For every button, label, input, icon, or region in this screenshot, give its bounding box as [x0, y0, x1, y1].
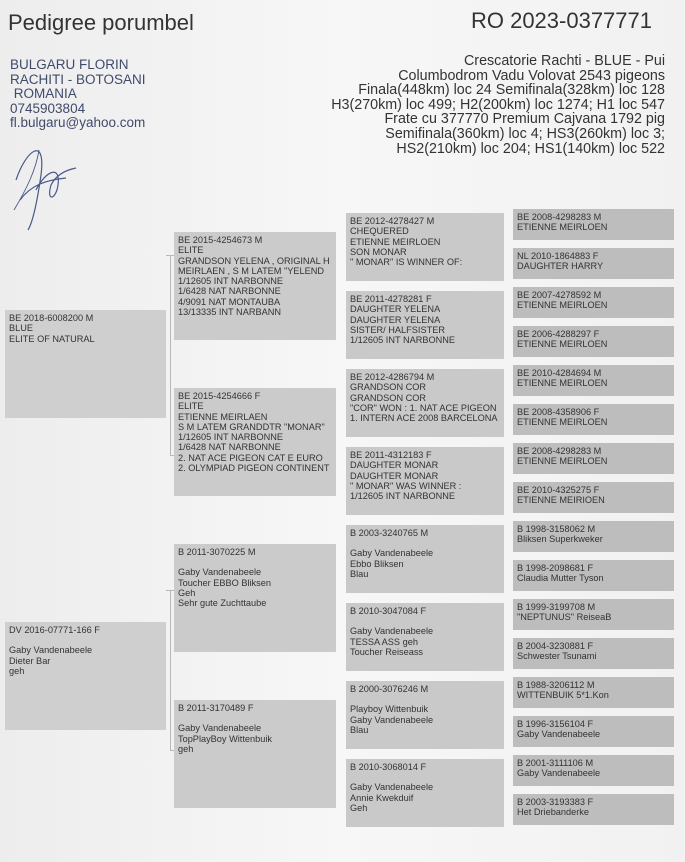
gen2-line: ELITE — [178, 401, 204, 412]
gen4-line: ETIENNE MEIRLOEN — [517, 378, 608, 389]
gen2-line: Geh — [178, 587, 196, 598]
sire-line: BE 2018-6008200 M — [9, 313, 94, 323]
gen2-line — [178, 713, 336, 723]
gen2-line: Sehr gute Zuchttaube — [178, 598, 267, 609]
gen3-line: DAUGHTER MONAR — [350, 460, 439, 471]
gen4-line: NL 2010-1864883 F — [517, 251, 599, 261]
owner-phone: 0745903804 — [10, 100, 86, 116]
gen4-line: ETIENNE MEIRLOEN — [517, 339, 608, 350]
gen3-line: Gaby Vandenabeele — [350, 714, 434, 725]
gen4-box[interactable] — [513, 677, 674, 708]
gen4-line: B 1998-3158062 M — [517, 524, 596, 534]
gen4-line: Het Driebanderke — [517, 807, 590, 818]
signature-image — [6, 130, 86, 240]
gen4-box[interactable] — [513, 755, 674, 786]
gen3-line: Geh — [350, 802, 368, 813]
gen3-line: 1/12605 INT NARBONNE — [350, 335, 456, 346]
dam-line: DV 2016-07771-166 F — [9, 625, 100, 635]
gen2-line: Gaby Vandenabeele — [178, 723, 262, 734]
gen4-line: BE 2006-4288297 F — [517, 329, 600, 339]
gen3-box[interactable] — [346, 291, 504, 359]
gen2-line: BE 2015-4254673 M — [178, 235, 263, 245]
gen2-line: geh — [178, 743, 194, 754]
gen3-line: " MONAR" WAS WINNER : — [350, 480, 462, 491]
gen2-line: Toucher EBBO Bliksen — [178, 577, 271, 588]
gen2-line: ETIENNE MEIRLAEN — [178, 411, 268, 422]
gen3-line — [350, 772, 504, 782]
gen4-line: B 1998-2098681 F — [517, 563, 594, 573]
gen4-box[interactable] — [513, 365, 674, 396]
gen3-box[interactable] — [346, 603, 504, 671]
gen3-line: Annie Kwekduif — [350, 792, 414, 803]
sire-line: ELITE OF NATURAL — [9, 333, 95, 344]
gen4-line: Bliksen Superkweker — [517, 534, 603, 545]
gen4-line: BE 2010-4284694 M — [517, 368, 602, 378]
gen3-line — [350, 694, 504, 704]
gen3-line: "COR" WON : 1. NAT ACE PIGEON — [350, 402, 497, 413]
dam-line: Gaby Vandenabeele — [9, 645, 93, 656]
gen4-line: BE 2008-4298283 M — [517, 446, 602, 456]
gen4-line: BE 2010-4325275 F — [517, 485, 600, 495]
gen3-line: Ebbo Bliksen — [350, 558, 404, 569]
gen3-box[interactable] — [346, 369, 504, 437]
gen4-line: ETIENNE MEIRLOEN — [517, 417, 608, 428]
gen4-line: ETIENNE MEIRIOEN — [517, 495, 605, 506]
gen3-line — [350, 538, 504, 548]
gen4-box[interactable] — [513, 443, 674, 474]
gen3-line: B 2010-3047084 F — [350, 606, 427, 616]
owner-location: RACHITI - BOTOSANI — [10, 71, 146, 87]
gen3-line: DAUGHTER YELENA — [350, 304, 441, 315]
gen3-line: DAUGHTER MONAR — [350, 470, 439, 481]
gen2-line: GRANDSON YELENA , ORIGINAL H — [178, 255, 330, 266]
dam-sire-box[interactable] — [174, 544, 336, 652]
gen4-box[interactable] — [513, 326, 674, 357]
gen3-line: B 2000-3076246 M — [350, 684, 429, 694]
dam-dam-box[interactable] — [174, 700, 336, 808]
info-line: Columbodrom Vadu Volovat 2543 pigeons — [398, 67, 665, 84]
info-line: HS2(210km) loc 204; HS1(140km) loc 522 — [396, 140, 665, 157]
gen4-box[interactable] — [513, 404, 674, 435]
gen3-line: BE 2011-4278281 F — [350, 294, 432, 304]
gen3-line: " MONAR" IS WINNER OF: — [350, 257, 463, 268]
gen4-line: Claudia Mutter Tyson — [517, 573, 604, 584]
gen4-box[interactable] — [513, 209, 674, 240]
gen2-line: 1/6428 NAT NARBONNE — [178, 286, 281, 297]
gen2-line: 1/6428 NAT NARBONNE — [178, 442, 281, 453]
gen4-box[interactable] — [513, 248, 674, 279]
gen4-line: B 1988-3206112 M — [517, 680, 595, 690]
gen4-line: "NEPTUNUS" ReiseaB — [517, 612, 612, 623]
gen4-line: Schwester Tsunami — [517, 651, 597, 662]
sire-box[interactable] — [5, 310, 166, 418]
dam-line: geh — [9, 665, 25, 676]
gen4-box[interactable] — [513, 638, 674, 669]
gen2-line: ELITE — [178, 245, 204, 256]
gen2-line: B 2011-3170489 F — [178, 703, 254, 713]
gen4-line: ETIENNE MEIRLOEN — [517, 300, 608, 311]
gen4-box[interactable] — [513, 482, 674, 513]
gen2-line: Gaby Vandenabeele — [178, 567, 262, 578]
gen4-box[interactable] — [513, 560, 674, 591]
gen3-line: BE 2012-4278427 M — [350, 216, 435, 226]
info-line: Semifinala(360km) loc 4; HS3(260km) loc 3; — [385, 125, 665, 142]
gen4-line: B 1996-3156104 F — [517, 719, 594, 729]
gen4-line: B 2004-3230881 F — [517, 641, 594, 651]
gen3-line: CHEQUERED — [350, 226, 409, 237]
gen3-line — [350, 616, 504, 626]
gen3-box[interactable] — [346, 213, 504, 281]
info-line: Crescatorie Rachti - BLUE - Pui — [463, 53, 665, 69]
gen4-line: Gaby Vandenabeele — [517, 729, 601, 740]
gen4-box[interactable] — [513, 599, 674, 630]
gen4-line: Gaby Vandenabeele — [517, 768, 601, 779]
gen4-line: BE 2007-4278592 M — [517, 290, 602, 300]
info-line: Finala(448km) loc 24 Semifinala(328km) loc 128 — [358, 82, 665, 99]
info-line: H3(270km) loc 499; H2(200km) loc 1274; H1 loc 547 — [331, 96, 665, 113]
page-title: Pedigree porumbel — [8, 10, 194, 35]
gen3-line: Playboy Wittenbuik — [350, 704, 429, 715]
gen3-line: BE 2011-4312183 F — [350, 450, 432, 460]
gen2-line: BE 2015-4254666 F — [178, 391, 261, 401]
gen3-line: B 2010-3068014 F — [350, 762, 427, 772]
sire-sire-box[interactable] — [174, 232, 336, 340]
owner-name: BULGARU FLORIN — [10, 57, 129, 72]
gen3-line: Gaby Vandenabeele — [350, 626, 434, 637]
gen3-line: ETIENNE MEIRLOEN — [350, 236, 441, 247]
sire-line: BLUE — [9, 323, 34, 334]
gen3-box[interactable] — [346, 681, 504, 749]
gen3-line: 1/12605 INT NARBONNE — [350, 491, 456, 502]
gen2-line: MEIRLAEN , S M LATEM "YELEND — [178, 265, 325, 276]
gen2-line: B 2011-3070225 M — [178, 547, 256, 557]
gen3-line: DAUGHTER YELENA — [350, 314, 441, 325]
gen4-line: BE 2008-4358906 F — [517, 407, 600, 417]
gen4-line: B 2003-3193383 F — [517, 797, 594, 807]
gen4-line: WITTENBUIK 5*1.Kon — [517, 690, 609, 701]
dam-box[interactable] — [5, 622, 166, 730]
gen2-line: 13/13335 INT NARBANN — [178, 307, 281, 318]
gen2-line: 1/12605 INT NARBONNE — [178, 276, 284, 287]
gen4-box[interactable] — [513, 716, 674, 747]
gen3-box[interactable] — [346, 447, 504, 515]
gen3-line: TESSA ASS geh — [350, 636, 418, 647]
gen4-line: DAUGHTER HARRY — [517, 261, 604, 272]
gen4-line: B 1999-3199708 M — [517, 602, 596, 612]
gen3-line: Toucher Reiseass — [350, 646, 424, 657]
gen2-line: 1/12605 INT NARBONNE — [178, 432, 284, 443]
dam-line: Dieter Bar — [9, 655, 51, 666]
gen4-line: B 2001-3111106 M — [517, 758, 594, 768]
gen4-box[interactable] — [513, 794, 674, 825]
gen2-line: S M LATEM GRANDDTR "MONAR" — [178, 421, 325, 432]
gen3-line: GRANDSON COR — [350, 382, 427, 393]
gen3-line: SISTER/ HALFSISTER — [350, 324, 445, 335]
owner-email: fl.bulgaru@yahoo.com — [10, 115, 146, 130]
gen2-line — [178, 557, 336, 567]
gen2-line: TopPlayBoy Wittenbuik — [178, 733, 272, 744]
pigeon-info-block — [331, 54, 665, 156]
gen4-box[interactable] — [513, 521, 674, 552]
gen3-line: BE 2012-4286794 M — [350, 372, 435, 382]
gen2-line: 4/9091 NAT MONTAUBA — [178, 296, 281, 307]
gen3-line: Blau — [350, 724, 369, 735]
gen4-box[interactable] — [513, 287, 674, 318]
gen3-line: 1. INTERN ACE 2008 BARCELONA — [350, 413, 498, 424]
info-line: Frate cu 377770 Premium Cajvana 1792 pig — [384, 111, 665, 128]
sire-dam-box[interactable] — [174, 388, 336, 496]
gen4-line: ETIENNE MEIRLOEN — [517, 456, 608, 467]
gen3-line: Blau — [350, 568, 369, 579]
ring-number: RO 2023-0377771 — [470, 8, 652, 33]
dam-line — [9, 635, 166, 645]
gen3-box[interactable] — [346, 759, 504, 827]
gen2-line: 2. OLYMPIAD PIGEON CONTINENT — [178, 463, 330, 474]
gen3-line: GRANDSON COR — [350, 392, 427, 403]
gen3-line: SON MONAR — [350, 246, 407, 257]
gen3-box[interactable] — [346, 525, 504, 593]
gen4-line: BE 2008-4298283 M — [517, 212, 602, 222]
owner-country: ROMANIA — [10, 86, 77, 101]
gen3-line: B 2003-3240765 M — [350, 528, 429, 538]
gen2-line: 2. NAT ACE PIGEON CAT E EURO — [178, 452, 323, 463]
gen3-line: Gaby Vandenabeele — [350, 548, 434, 559]
gen3-line: Gaby Vandenabeele — [350, 782, 434, 793]
gen4-line: ETIENNE MEIRLOEN — [517, 222, 608, 233]
owner-block — [10, 58, 146, 131]
